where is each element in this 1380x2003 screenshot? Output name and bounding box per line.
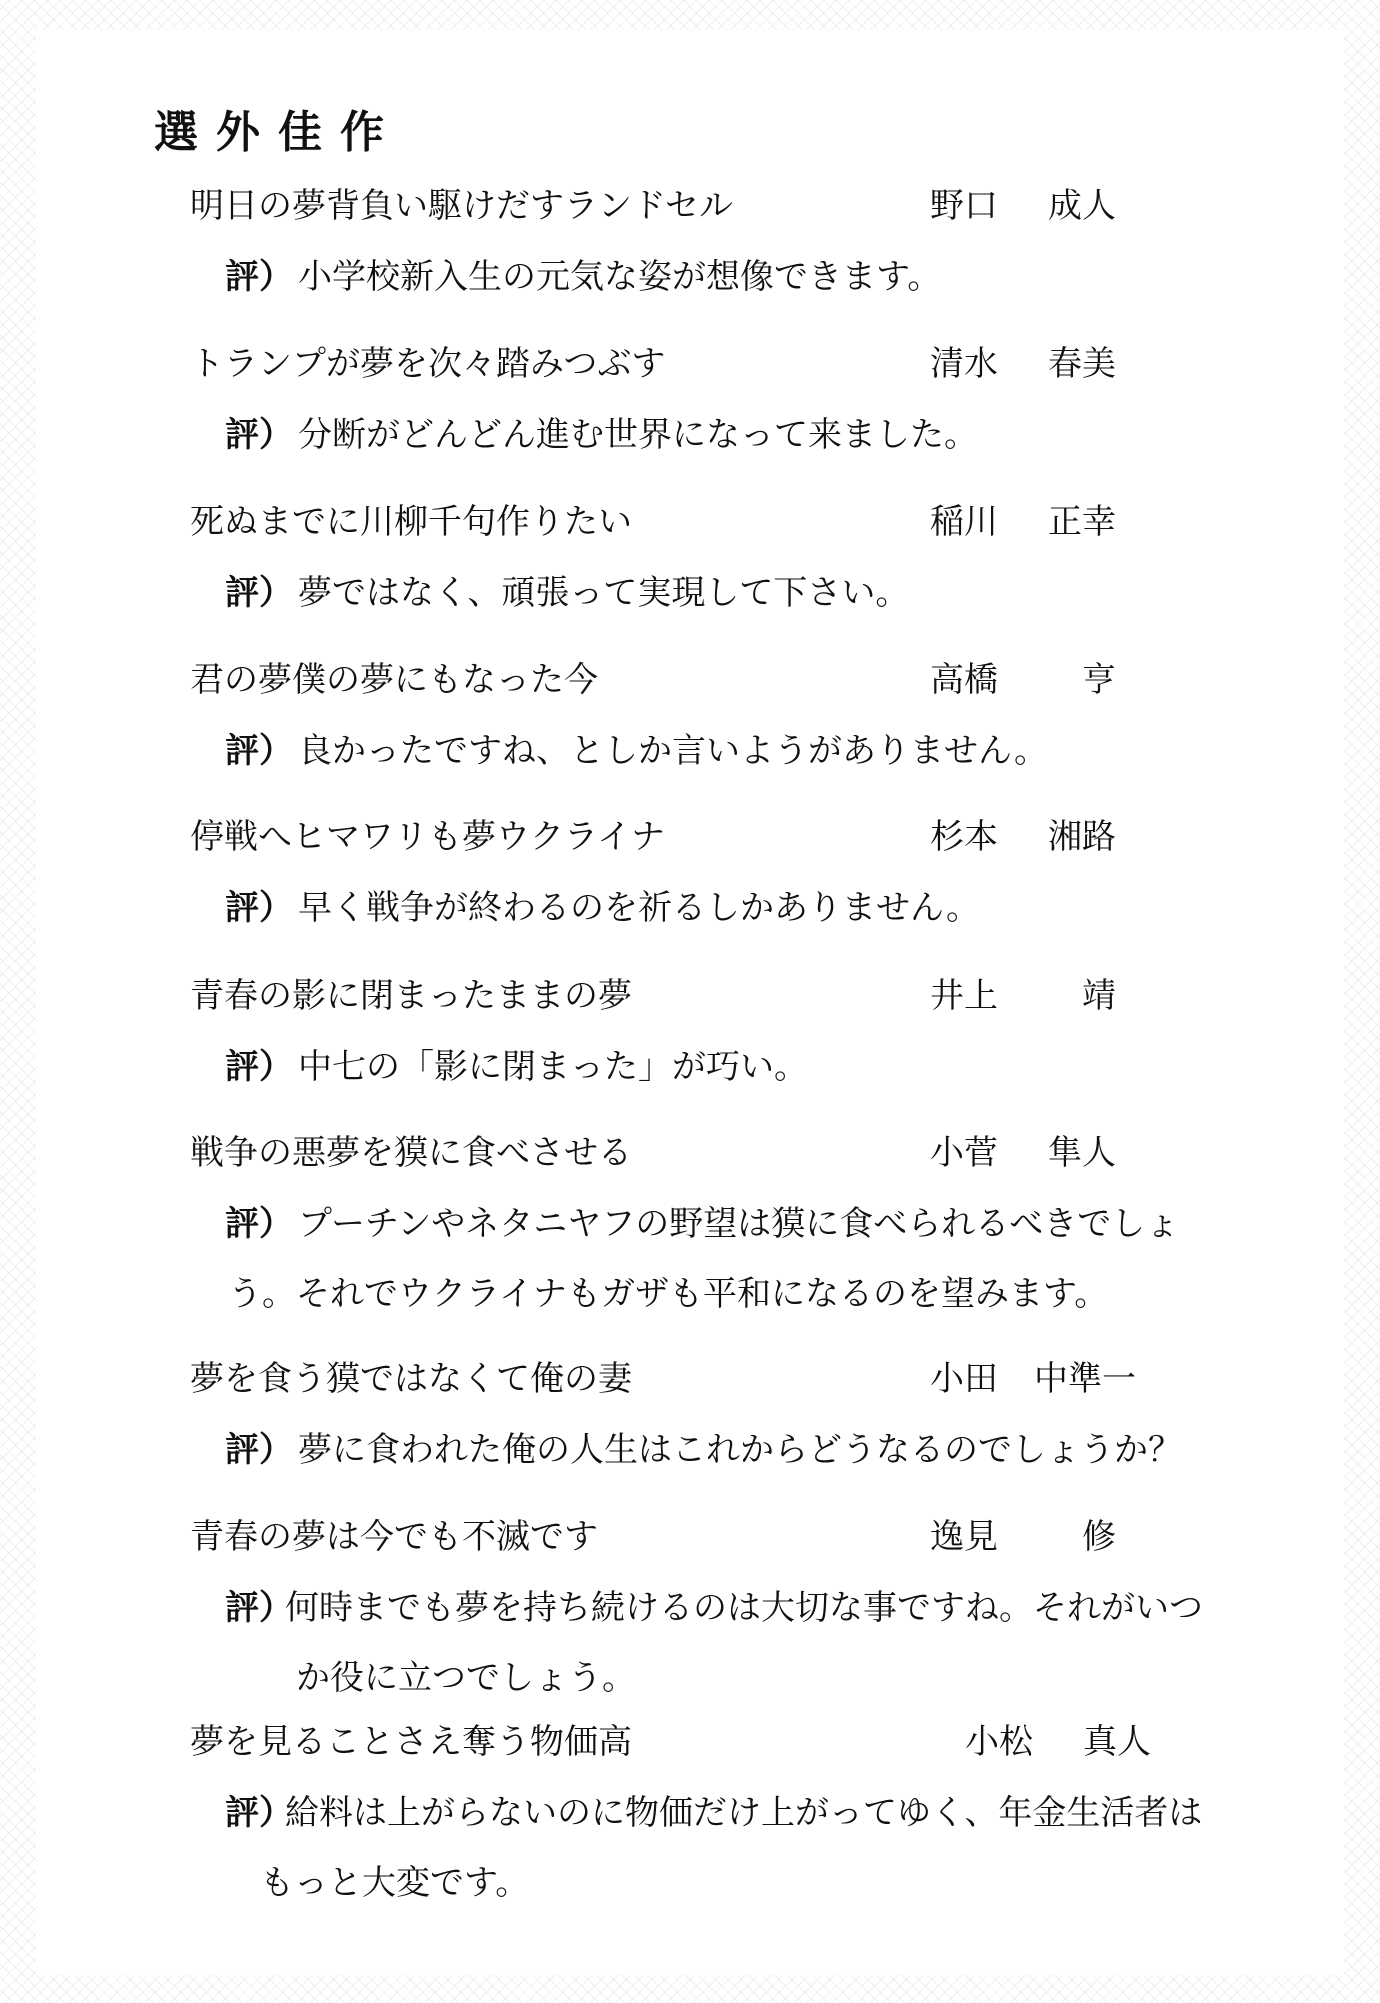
author-family-name: 杉本 [930,817,998,857]
author-name [930,974,1116,1018]
author-family-name: 小菅 [930,1133,998,1173]
critique-text-line: もっと大変です。 [260,1863,530,1903]
poem-text: 停戦へヒマワリも夢ウクライナ [190,817,665,857]
poem-text: 夢を食う獏ではなくて俺の妻 [190,1359,632,1399]
critique-text-line: 何時までも夢を持ち続けるのは大切な事ですね。それがいつ [285,1588,1203,1628]
critique-label: 評） [225,573,293,613]
author-name [930,184,1116,228]
critique-label: 評） [225,731,293,771]
poem-text: 夢を見ることさえ奪う物価高 [190,1722,632,1762]
poem-text: 明日の夢背負い駆けだすランドセル [190,186,733,226]
critique-text-line: 分断がどんどん進む世界になって来ました。 [298,415,978,455]
author-family-name: 小田 [930,1359,998,1399]
author-family-name: 小松 [965,1722,1033,1762]
author-given-name: 靖 [1082,976,1116,1016]
poem-text: 青春の夢は今でも不滅です [190,1517,598,1557]
author-name [930,1131,1116,1175]
critique-text-line: 夢に食われた俺の人生はこれからどうなるのでしょうか？ [298,1430,1182,1470]
critique-label: 評） [225,257,293,297]
author-given-name: 隼人 [1048,1133,1116,1173]
critique-text-line: 給料は上がらないのに物価だけ上がってゆく、年金生活者は [285,1793,1203,1833]
author-name [930,658,1116,702]
section-title: 選外佳作 [154,107,402,158]
critique-label: 評） [225,1430,293,1470]
author-name [930,342,1116,386]
author-given-name: 正幸 [1048,502,1116,542]
critique-text-line: 良かったですね、としか言いようがありません。 [298,731,1049,771]
author-given-name: 修 [1082,1517,1116,1557]
author-family-name: 逸見 [930,1517,998,1557]
author-family-name: 稲川 [930,502,998,542]
critique-text-line: う。それでウクライナもガザも平和になるのを望みます。 [228,1274,1109,1314]
critique-text-line: 小学校新入生の元気な姿が想像できます。 [298,257,942,297]
author-given-name: 真人 [1083,1722,1151,1762]
author-given-name: 春美 [1048,344,1116,384]
critique-text-line: 中七の「影に閉まった」が巧い。 [298,1047,808,1087]
author-name [930,815,1116,859]
author-name [930,500,1116,544]
author-family-name: 清水 [930,344,998,384]
poem-text: 死ぬまでに川柳千句作りたい [190,502,632,542]
critique-text-line: プーチンやネタニヤフの野望は獏に食べられるべきでしょ [298,1204,1180,1244]
critique-label: 評） [225,1793,293,1833]
author-name [930,1515,1116,1559]
poem-text: 戦争の悪夢を獏に食べさせる [190,1133,632,1173]
author-given-name: 中準一 [1034,1359,1136,1399]
critique-label: 評） [225,1204,293,1244]
author-family-name: 野口 [930,186,998,226]
critique-label: 評） [225,888,293,928]
critique-label: 評） [225,1588,293,1628]
critique-text-line: 早く戦争が終わるのを祈るしかありません。 [298,888,981,928]
author-family-name: 井上 [930,976,998,1016]
author-given-name: 成人 [1048,186,1116,226]
critique-label: 評） [225,415,293,455]
author-given-name: 亨 [1082,660,1116,700]
poem-text: 青春の影に閉まったままの夢 [190,976,632,1016]
critique-text-line: か役に立つでしょう。 [296,1658,636,1698]
critique-text-line: 夢ではなく、頑張って実現して下さい。 [298,573,910,613]
author-name [930,1357,1136,1401]
poem-text: トランプが夢を次々踏みつぶす [190,344,666,384]
poem-text: 君の夢僕の夢にもなった今 [190,660,598,700]
critique-label: 評） [225,1047,293,1087]
author-given-name: 湘路 [1048,817,1116,857]
author-name [965,1720,1151,1764]
author-family-name: 高橋 [930,660,998,700]
